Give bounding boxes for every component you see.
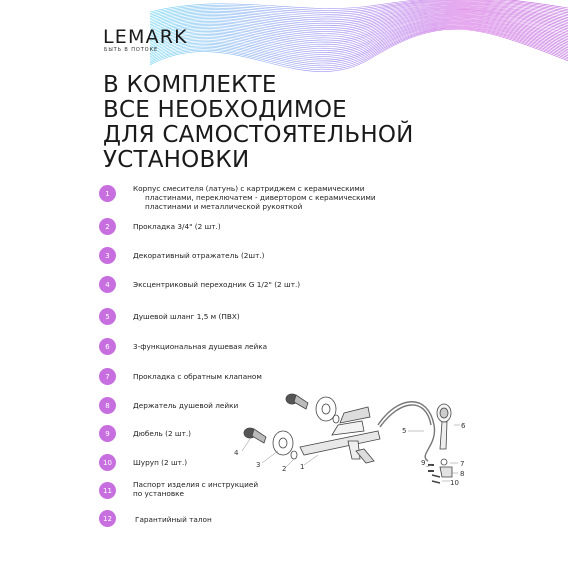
list-item: [133, 342, 267, 351]
title-line: В КОМПЛЕКТЕ: [103, 72, 277, 98]
item-text-line: Шуруп (2 шт.): [133, 458, 188, 467]
diagram-label: 4: [234, 449, 239, 457]
item-number-badge: 10: [99, 454, 116, 471]
diagram-label: 8: [460, 470, 465, 478]
item-text-line: Корпус смесителя (латунь) с картриджем с керамическими: [133, 184, 365, 193]
item-text-line: 3-функциональная душевая лейка: [133, 342, 268, 351]
title-line: УСТАНОВКИ: [103, 147, 250, 173]
item-text-line: Душевой шланг 1,5 м (ПВХ): [133, 312, 240, 321]
item-number-badge: 12: [99, 510, 116, 527]
item-text-line: пластинами и металлической рукояткой: [145, 202, 303, 211]
item-text-line: Эксцентриковый переходник G 1/2" (2 шт.): [133, 280, 301, 289]
diagram-label: 1: [300, 463, 305, 471]
title-line: ВСЕ НЕОБХОДИМОЕ: [103, 97, 347, 123]
list-item: [133, 280, 300, 289]
brand-tagline: БЫТЬ В ПОТОКЕ: [104, 47, 159, 53]
list-item: [133, 372, 262, 381]
item-text-line: по установке: [133, 489, 185, 498]
item-text-line: Прокладка с обратным клапаном: [133, 372, 262, 381]
diagram-label: 7: [460, 460, 465, 468]
item-text-line: Дюбель (2 шт.): [133, 429, 192, 438]
item-number-badge: 6: [99, 338, 116, 355]
mixer-body-illustration: [300, 407, 380, 463]
item-number-badge: 9: [99, 425, 116, 442]
item-text-line: Держатель душевой лейки: [133, 401, 239, 410]
diagram-label: 6: [461, 422, 466, 430]
list-item: [135, 515, 212, 524]
item-number-badge: 8: [99, 397, 116, 414]
diagram-label: 10: [450, 479, 459, 487]
item-number-badge: 4: [99, 276, 116, 293]
check-valve-gasket-illustration: [441, 459, 447, 465]
product-kit-diagram: [228, 385, 500, 500]
list-item: [133, 251, 265, 260]
screw-illustration: [432, 475, 440, 483]
item-number-badge: 1: [99, 185, 116, 202]
eccentric-adapter-illustration: [244, 394, 308, 443]
brand-logo: [103, 27, 188, 54]
list-item: [133, 222, 221, 231]
title-line: ДЛЯ САМОСТОЯТЕЛЬНОЙ: [103, 122, 414, 148]
list-item: [133, 429, 191, 438]
list-item: [133, 458, 187, 467]
item-number-badge: 11: [99, 482, 116, 499]
diagram-label: 3: [256, 461, 261, 469]
item-number-badge: 5: [99, 308, 116, 325]
item-number-badge: 2: [99, 218, 116, 235]
shower-holder-illustration: [440, 467, 452, 477]
brand-name: LEMARK: [103, 26, 188, 48]
diagram-label: 5: [402, 427, 407, 435]
item-text-line: Декоративный отражатель (2шт.): [133, 251, 265, 260]
page-title: [103, 73, 543, 173]
item-text-line: Гарантийный талон: [135, 515, 212, 524]
item-text-line: пластинами, переключатем - дивертором с керамическими: [145, 193, 376, 202]
list-item: [133, 312, 240, 321]
item-number-badge: 3: [99, 247, 116, 264]
diagram-label: 2: [282, 465, 287, 473]
item-text-line: Прокладка 3/4" (2 шт.): [133, 222, 221, 231]
list-item: [133, 401, 238, 410]
list-item: [133, 184, 376, 211]
item-text-line: Паспорт изделия с инструкцией: [133, 480, 259, 489]
diagram-label: 9: [421, 459, 426, 467]
item-number-badge: 7: [99, 368, 116, 385]
shower-head-illustration: [437, 404, 451, 449]
